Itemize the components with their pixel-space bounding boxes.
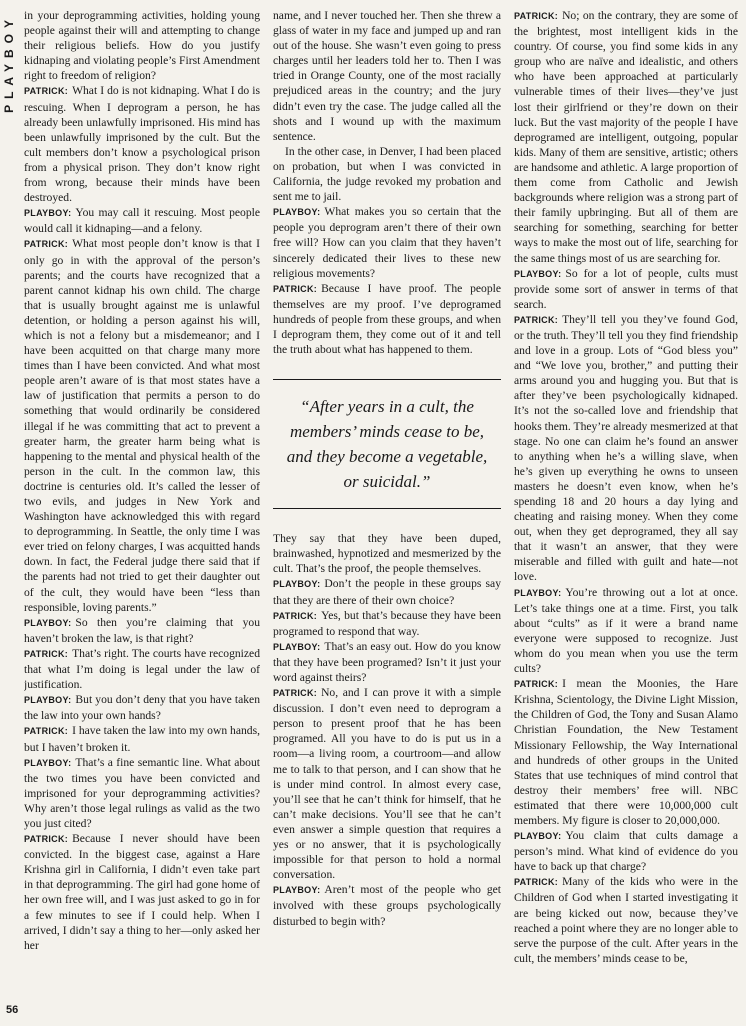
interview-paragraph [514,266,738,312]
interview-paragraph [273,281,501,357]
speaker-label: PATRICK: [24,239,69,250]
column-3 [514,8,738,1014]
paragraph-text: Because I have proof. The people themselves are my proof. I’ve deprogramed hundreds of people from these groups, and when I deprogram them, they come out of it and tell the truth about what has happened to them. [273,281,501,357]
interview-paragraph [24,8,260,83]
paragraph-text: You claim that cults damage a person’s mind. What kind of evidence do you have to back up that charge? [514,829,738,874]
interview-paragraph [24,646,260,692]
interview-paragraph [273,144,501,204]
paragraph-text: Aren’t most of the people who get involved with these groups psychologically disturbed to begin with? [273,883,501,928]
interview-paragraph [24,692,260,723]
speaker-label: PATRICK: [24,648,69,659]
paragraph-text: Because I never should have been convicted. In the biggest case, against a Hare Krishna girl in California, I didn’t even take part in that deprogramming. The girl had gone home of her own free will, and I was just asked to go in for a few minutes to see if I could help. When I arrived, I didn’t say a thing to her—only asked her her [24,832,260,952]
column-2-after-quote [273,531,501,928]
interview-paragraph [24,831,260,953]
paragraph-text: That’s right. The courts have recognized that what I’m doing is legal under the law of justification. [24,646,260,692]
paragraph-text: I have taken the law into my own hands, but I haven’t broken it. [24,724,260,754]
paragraph-text: Many of the kids who were in the Children of God when I started investigating it are being kicked out now, because they’ve reached a point where they are no longer able to serve the purpose of the cult. After years in the cult, the members’ minds cease to be, [514,875,738,965]
paragraph-text: You may call it rescuing. Most people would call it kidnaping—and a felony. [24,206,260,236]
paragraph-text: That’s an easy out. How do you know that they have been programed? Isn’t it just your word against theirs? [273,639,501,684]
paragraph-text: What I do is not kidnaping. What I do is rescuing. When I deprogram a person, he has already been unlawfully imprisoned. His mind has been unlawfully imprisoned by the cult. But the cult members don’t know a psychological prison from a physical prison. They don’t know right from wrong, because their minds have been destroyed. [24,84,260,205]
paragraph-text: So then you’re claiming that you haven’t broken the law, is that right? [24,615,260,645]
paragraph-text: What makes you so certain that the people you deprogram aren’t there of their own free will? How can you claim that they haven’t sincerely dedicated their lives to these new religious movements? [273,205,501,280]
speaker-label: PLAYBOY: [273,207,321,218]
interview-paragraph [24,755,260,831]
paragraph-text: They say that they have been duped, brainwashed, hypnotized and mesmerized by the cult. That’s the proof, the people themselves. [273,532,501,576]
column-2-before-quote [273,8,501,357]
interview-paragraph [514,874,738,966]
paragraph-text: So for a lot of people, cults must provide some sort of answer in terms of that search. [514,266,738,311]
speaker-label: PLAYBOY: [273,885,321,896]
paragraph-text: In the other case, in Denver, I had been placed on probation, but when I was convicted in California, the judge revoked my probation and sent me to jail. [273,144,501,204]
paragraph-text: Don’t the people in these groups say that they are there of their own choice? [273,577,501,607]
interview-paragraph [24,236,260,614]
interview-paragraph [24,205,260,236]
paragraph-text: No; on the contrary, they are some of the brightest, most intelligent kids in the country. Of course, you find some kids in any group who are naïve and idealistic, and others who have been approached at particularly vulnerable times of their lives—they’ve just lost their girlfriend or they’re down on their luck. But the vast majority of the people I have deprogramed are intelligent, outgoing, popular kids. Many of them are sensitive, artistic; others are handsome and athletic. A large proportion of them come from Catholic and Jewish backgrounds where religion was a strong part of their family upbringing. But all of them are searching for something, searching for better ways to make the most out of life, searching for the same things most of us are searching for. [514,9,738,265]
interview-paragraph [514,585,738,677]
speaker-label: PLAYBOY: [24,695,72,706]
paragraph-text: name, and I never touched her. Then she threw a glass of water in my face and jumped up and ran out of the house. She wasn’t even going to press charges until her leaders told her to. Then I was tried in Orange County, one of the most racially prejudiced areas in the country; and the jury didn’t even try the case. The judge called all the shots and I wound up with the maximum sentence. [273,9,501,143]
speaker-label: PATRICK: [514,679,559,690]
speaker-label: PATRICK: [24,834,69,845]
interview-paragraph [273,204,501,280]
speaker-label: PLAYBOY: [24,757,72,768]
interview-paragraph [273,531,501,576]
speaker-label: PLAYBOY: [273,579,321,590]
interview-paragraph [24,83,260,205]
interview-paragraph [273,576,501,607]
speaker-label: PATRICK: [273,688,318,699]
interview-paragraph [273,608,501,639]
interview-paragraph [273,882,501,928]
pull-quote: “After years in a cult, the members’ minds cease to be, and they become a vegetable, or suicidal.” [273,379,501,509]
speaker-label: PLAYBOY: [24,617,72,628]
interview-paragraph [24,723,260,754]
speaker-label: PATRICK: [24,86,69,97]
interview-paragraph [514,676,738,828]
speaker-label: PLAYBOY: [514,587,562,598]
speaker-label: PATRICK: [514,314,559,325]
column-1 [24,8,260,1014]
interview-paragraph [24,615,260,646]
interview-paragraph [514,8,738,266]
paragraph-text: That’s a fine semantic line. What about the two times you have been convicted and imprisoned for your deprogramming activities? Why aren’t those legal rulings as valid as the two you just cited? [24,755,260,830]
speaker-label: PATRICK: [273,610,318,621]
speaker-label: PLAYBOY: [273,641,321,652]
interview-paragraph [273,8,501,144]
paragraph-text: But you don’t deny that you have taken the law into your own hands? [24,693,260,723]
interview-paragraph [273,639,501,685]
paragraph-text: in your deprogramming activities, holding young people against their will and attempting to change their religious beliefs. How do you justify kidnaping and violating people’s First Amendment right to freedom of religion? [24,9,260,83]
speaker-label: PLAYBOY: [24,208,72,219]
interview-paragraph [514,828,738,874]
interview-paragraph [273,685,501,882]
paragraph-text: No, and I can prove it with a simple discussion. I don’t even need to deprogram a person to present proof that he has been programed. All you have to do is put us in a room—a living room, a courtroom—and allow me to talk to that person, and I can show that he is under mind control. In almost every case, you’ll see that he can’t think for himself, that he can’t make decisions. You’ll see that he can’t even answer a simple question that requires a yes or no answer, that it is psychologically impossible for that person to hold a normal conversation. [273,686,501,882]
paragraph-text: Yes, but that’s because they have been programed to respond that way. [273,608,501,638]
speaker-label: PLAYBOY: [514,268,562,279]
speaker-label: PATRICK: [273,283,318,294]
speaker-label: PATRICK: [514,877,559,888]
paragraph-text: I mean the Moonies, the Hare Krishna, Scientology, the Divine Light Mission, the Children of God, the Tony and Susan Alamo Christian Foundation, the New Testament Missionary Fellowship, the Way International and hundreds of other groups in the United States that use techniques of mind control that destroy their members’ free will. NBC estimated that there were 10,000,000 cult members. My figure is closer to 20,000,000. [514,677,738,827]
speaker-label: PLAYBOY: [514,831,562,842]
paragraph-text: They’ll tell you they’ve found God, or the truth. They’ll tell you they find friendship and love in a group. Lots of “God bless you” and “We love you, brother,” and putting their arms around you and hugging you. But that is after they’ve been psychologically kidnaped. It’s not the so-called love and friendship that hooks them. They’re already mesmerized at that stage. No one can claim he’s found an answer to anything when he’s a willing slave, when he’s given up everything he owns to unseen masters he doesn’t even know, when he’s spending 18 and 20 hours a day lying and cheating and raising money. When they come out, when they get deprogramed, they all say that it wasn’t an answer, that they were miserable and filled with guilt and hate—not love. [514,312,738,584]
page-number: 56 [6,1004,19,1016]
column-2 [273,8,501,1014]
speaker-label: PATRICK: [514,11,559,21]
running-head: PLAYBOY [2,14,16,113]
speaker-label: PATRICK: [24,726,69,737]
paragraph-text: What most people don’t know is that I only go in with the approval of the person’s parents; and the courts have recognized that a parent cannot kidnap his own child. The charge that is usually brought against me is unlawful detention, or holding a person against his will, which is not a felony but a misdemeanor; and I have been acquitted on that charge many more times than I have been convicted. And what most people aren’t aware of is that most states have a law of justification that permits a person to do something that would ordinarily be considered illegal if he was committing that act to prevent a greater harm, the greater harm being what is happening to the mental and physical health of the person in the cult. In the common law, this doctrine is centuries old. It’s called the lesser of two evils, and judges in New York and Washington have acknowledged this with regard to deprogramming. In Seattle, the only time I was ever tried on felony charges, I was acquitted hands down. In fact, the Federal judge there said that if the parents had not tried to get their daughter out of the cult, they would have been “less than responsible, loving parents.” [24,237,260,614]
paragraph-text: You’re throwing out a lot at once. Let’s take things one at a time. First, you talk about “cults” as if it were a brand name everyone were supposed to recognize. Just whom do you mean when you use the term cults? [514,585,738,676]
interview-paragraph [514,312,738,585]
